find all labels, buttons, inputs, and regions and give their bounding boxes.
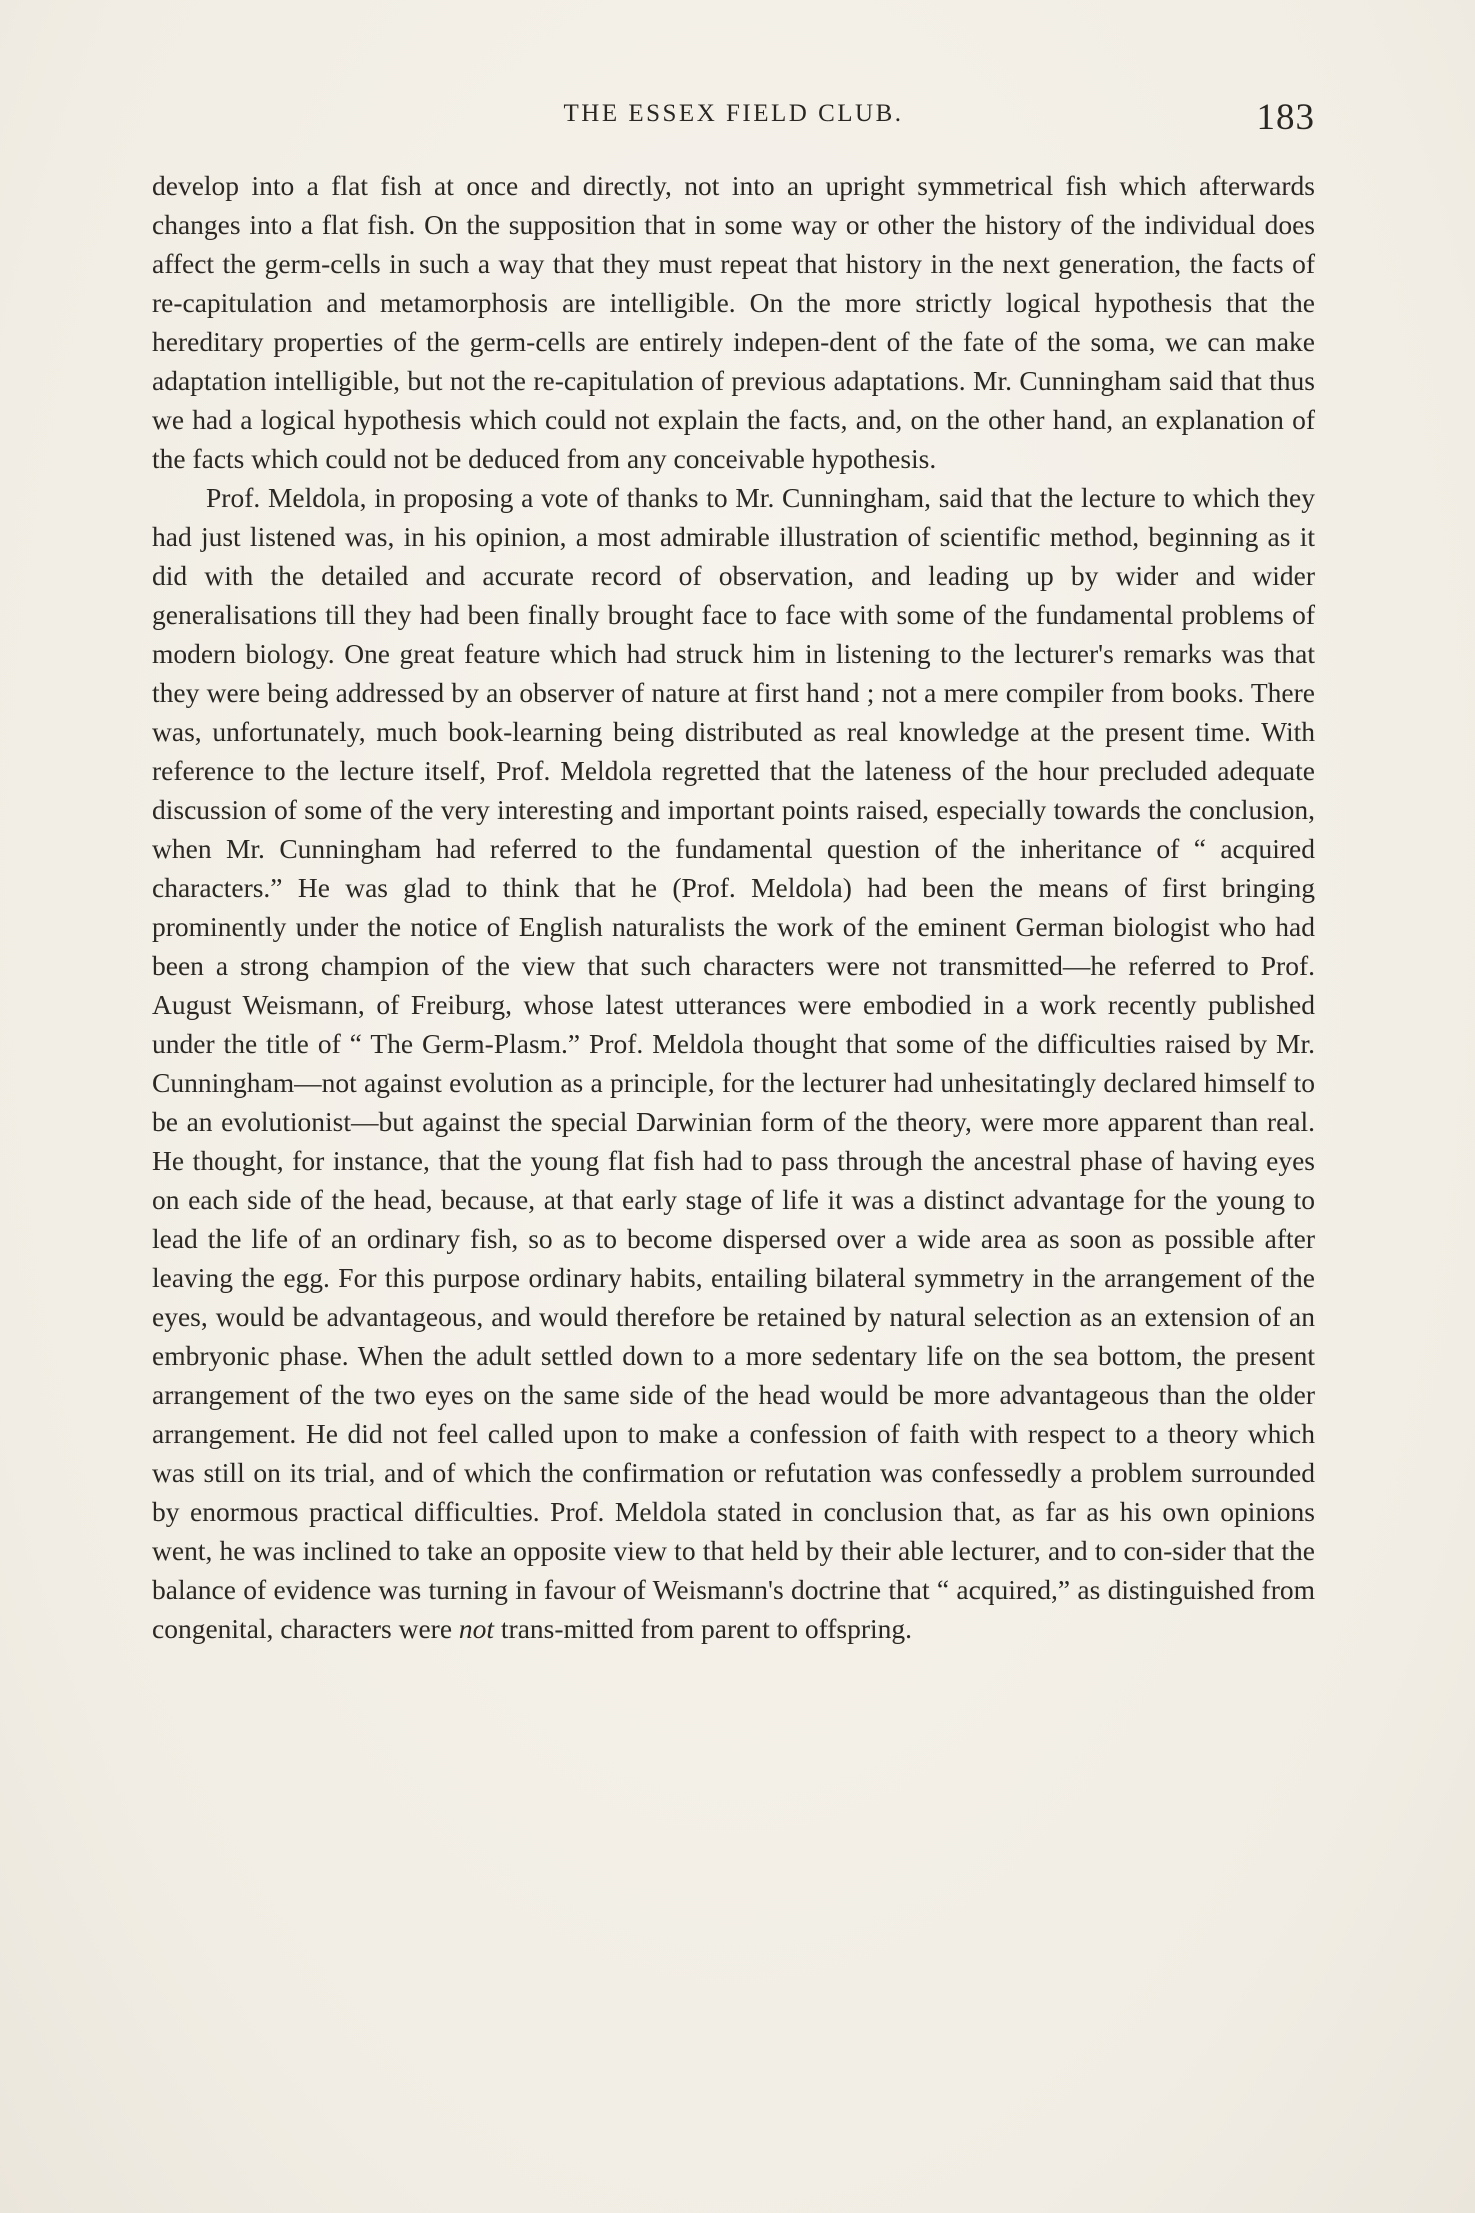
paragraph-meldola <box>152 478 1315 1648</box>
paragraph-meldola-text: Prof. Meldola, in proposing a vote of thanks to Mr. Cunningham, said that the lecture to which they had just listened was, in his opinion, a most admirable illustration of scientific method, beginning as it did with the detailed and accurate record of observation, and leading up by wider and wider generalisations till they had been finally brought face to face with some of the fundamental problems of modern biology. One great feature which had struck him in listening to the lecturer's remarks was that they were being addressed by an observer of nature at first hand ; not a mere compiler from books. There was, unfortunately, much book-learning being distributed as real knowledge at the present time. With reference to the lecture itself, Prof. Meldola regretted that the lateness of the hour precluded adequate discussion of some of the very interesting and important points raised, especially towards the conclusion, when Mr. Cunningham had referred to the fundamental question of the inheritance of “ acquired characters.” He was glad to think that he (Prof. Meldola) had been the means of first bringing prominently under the notice of English naturalists the work of the eminent German biologist who had been a strong champion of the view that such characters were not transmitted—he referred to Prof. August Weismann, of Freiburg, whose latest utterances were embodied in a work recently published under the title of “ The Germ-Plasm.” Prof. Meldola thought that some of the difficulties raised by Mr. Cunningham—not against evolution as a principle, for the lecturer had unhesitatingly declared himself to be an evolutionist—but against the special Darwinian form of the theory, were more apparent than real. He thought, for instance, that the young flat fish had to pass through the ancestral phase of having eyes on each side of the head, because, at that early stage of life it was a distinct advantage for the young to lead the life of an ordinary fish, so as to become dispersed over a wide area as soon as possible after leaving the egg. For this purpose ordinary habits, entailing bilateral symmetry in the arrangement of the eyes, would be advantageous, and would therefore be retained by natural selection as an extension of an embryonic phase. When the adult settled down to a more sedentary life on the sea bottom, the present arrangement of the two eyes on the same side of the head would be more advantageous than the older arrangement. He did not feel called upon to make a confession of faith with respect to a theory which was still on its trial, and of which the confirmation or refutation was confessedly a problem surrounded by enormous practical difficulties. Prof. Meldola stated in conclusion that, as far as his own opinions went, he was inclined to take an opposite view to that held by their able lecturer, and to con-sider that the balance of evidence was turning in favour of Weismann's doctrine that “ acquired,” as distinguished from congenital, characters were <box>152 482 1315 1644</box>
running-title: THE ESSEX FIELD CLUB. <box>563 100 904 127</box>
emphasis-not: not <box>458 1613 495 1644</box>
body-text <box>152 166 1315 1648</box>
paragraph-continuation: develop into a flat fish at once and directly, not into an upright symmetrical fish which afterwards changes into a flat fish. On the supposition that in some way or other the history of the individual does affect the germ-cells in such a way that they must repeat that history in the next generation, the facts of re-capitulation and metamorphosis are intelligible. On the more strictly logical hypothesis that the hereditary properties of the germ-cells are entirely indepen-dent of the fate of the soma, we can make adaptation intelligible, but not the re-capitulation of previous adaptations. Mr. Cunningham said that thus we had a logical hypothesis which could not explain the facts, and, on the other hand, an explanation of the facts which could not be deduced from any conceivable hypothesis. <box>152 170 1315 474</box>
paragraph-meldola-ending: trans-mitted from parent to offspring. <box>500 1613 913 1644</box>
page-number: 183 <box>1256 97 1315 138</box>
running-head <box>152 96 1315 144</box>
